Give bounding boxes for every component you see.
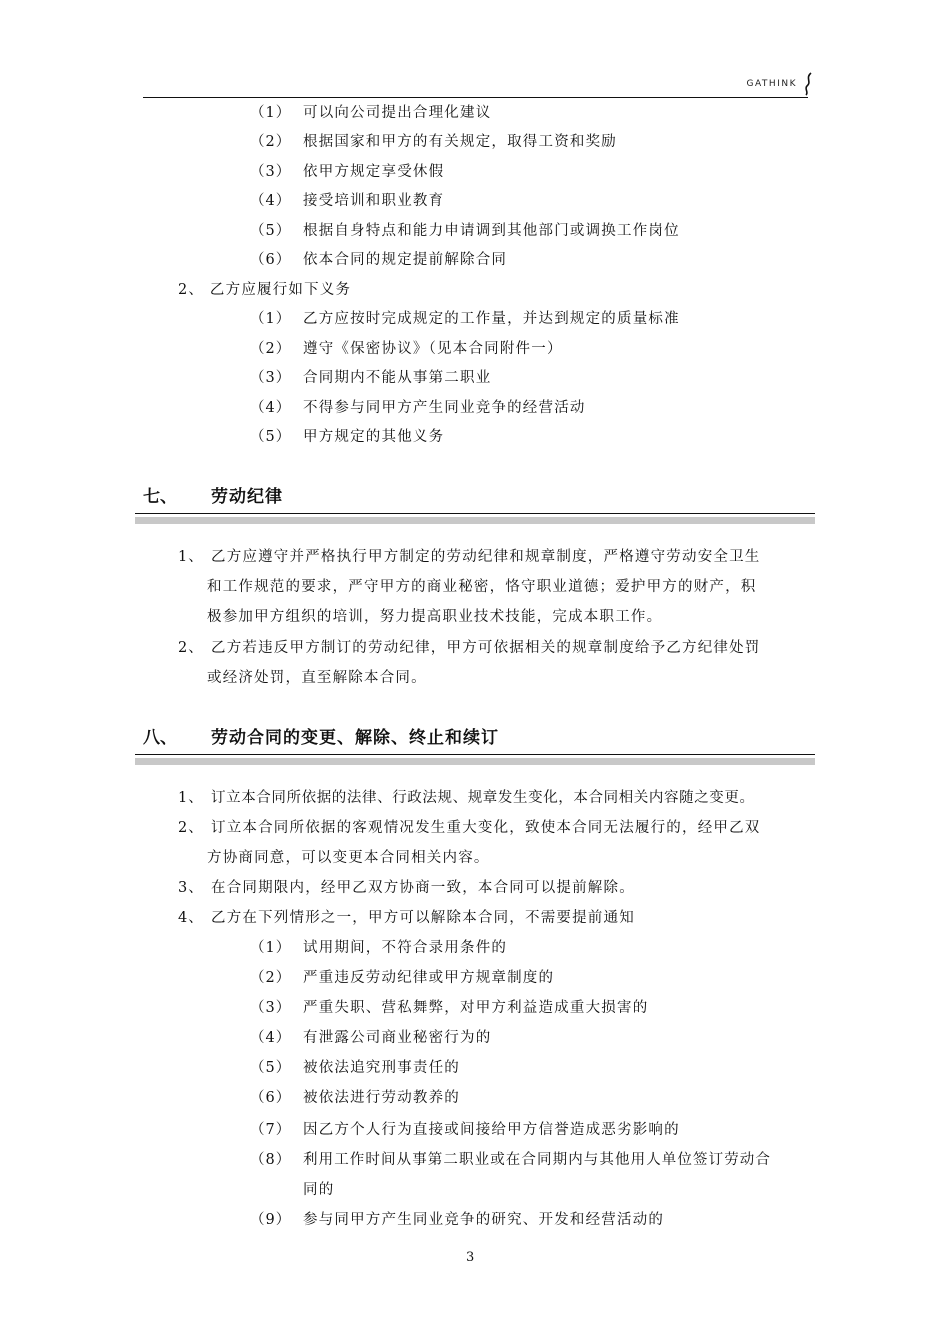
termination-item-num: （3） xyxy=(250,1000,292,1016)
termination-item-num: （8） xyxy=(250,1152,292,1168)
termination-item-num: （7） xyxy=(250,1122,292,1138)
clause-number: 1、 xyxy=(178,790,204,806)
rights-item-num: （1） xyxy=(250,105,292,121)
clause-line: 乙方若违反甲方制订的劳动纪律，甲方可依据相关的规章制度给予乙方纪律处罚 xyxy=(211,640,761,656)
clause-number: 1、 xyxy=(178,549,204,565)
rights-item-num: （3） xyxy=(250,164,292,180)
clause-line: 乙方应遵守并严格执行甲方制定的劳动纪律和规章制度，严格遵守劳动安全卫生 xyxy=(211,549,761,565)
rights-item-text: 依甲方规定享受休假 xyxy=(303,164,445,180)
section-8-rule xyxy=(135,754,815,755)
termination-item-text: 同的 xyxy=(303,1182,335,1198)
rights-item-text: 依本合同的规定提前解除合同 xyxy=(303,252,508,268)
duties-item-num: （5） xyxy=(250,429,292,445)
clause-line: 极参加甲方组织的培训，努力提高职业技术技能，完成本职工作。 xyxy=(207,609,663,625)
section-7-shade-bar xyxy=(135,517,815,524)
rights-item-text: 根据自身特点和能力申请调到其他部门或调换工作岗位 xyxy=(303,223,680,239)
duties-item-num: （1） xyxy=(250,311,292,327)
rights-item-text: 可以向公司提出合理化建议 xyxy=(303,105,492,121)
termination-item-num: （4） xyxy=(250,1030,292,1046)
section-8-number: 八、 xyxy=(143,728,177,748)
duties-item-text: 合同期内不能从事第二职业 xyxy=(303,370,492,386)
clause-number: 2、 xyxy=(178,640,204,656)
rights-item-num: （6） xyxy=(250,252,292,268)
termination-item-num: （2） xyxy=(250,970,292,986)
section-8-shade-bar xyxy=(135,758,815,765)
page-number: 3 xyxy=(466,1250,475,1265)
termination-item-text: 试用期间，不符合录用条件的 xyxy=(303,940,508,956)
termination-item-num: （1） xyxy=(250,940,292,956)
clause-number: 4、 xyxy=(178,910,204,926)
clause-line: 和工作规范的要求，严守甲方的商业秘密，恪守职业道德；爱护甲方的财产，积 xyxy=(207,579,757,595)
duties-item-num: （2） xyxy=(250,341,292,357)
section-7-rule xyxy=(135,513,815,514)
clause-line: 在合同期限内，经甲乙双方协商一致，本合同可以提前解除。 xyxy=(211,880,635,896)
s-swoosh-logo-icon xyxy=(803,72,813,96)
termination-item-text: 被依法进行劳动教养的 xyxy=(303,1090,460,1106)
header-logo xyxy=(733,72,813,96)
clause-number: 2、 xyxy=(178,820,204,836)
rights-item-num: （5） xyxy=(250,223,292,239)
termination-item-num: （6） xyxy=(250,1090,292,1106)
clause-number: 3、 xyxy=(178,880,204,896)
clause-line: 或经济处罚，直至解除本合同。 xyxy=(207,670,427,686)
duties-item-num: （4） xyxy=(250,400,292,416)
clause-line: 订立本合同所依据的法律、行政法规、规章发生变化，本合同相关内容随之变更。 xyxy=(211,790,755,806)
duties-item-text: 遵守《保密协议》（见本合同附件一） xyxy=(303,341,563,357)
termination-item-text: 被依法追究刑事责任的 xyxy=(303,1060,460,1076)
brand-name: GATHINK xyxy=(746,79,797,89)
section-7-title: 劳动纪律 xyxy=(211,487,283,507)
rights-item-text: 根据国家和甲方的有关规定，取得工资和奖励 xyxy=(303,134,617,150)
section-7-number: 七、 xyxy=(143,487,177,507)
termination-item-text: 有泄露公司商业秘密行为的 xyxy=(303,1030,492,1046)
duties-item-num: （3） xyxy=(250,370,292,386)
termination-item-num: （9） xyxy=(250,1212,292,1228)
clause-line: 乙方在下列情形之一，甲方可以解除本合同，不需要提前通知 xyxy=(211,910,635,926)
duties-item-text: 甲方规定的其他义务 xyxy=(303,429,445,445)
rights-item-num: （4） xyxy=(250,193,292,209)
section-8-title: 劳动合同的变更、解除、终止和续订 xyxy=(211,728,499,748)
rights-item-num: （2） xyxy=(250,134,292,150)
duties-heading: 2、 乙方应履行如下义务 xyxy=(178,282,352,298)
duties-item-text: 不得参与同甲方产生同业竞争的经营活动 xyxy=(303,400,586,416)
clause-line: 订立本合同所依据的客观情况发生重大变化，致使本合同无法履行的，经甲乙双 xyxy=(211,820,761,836)
termination-item-text: 利用工作时间从事第二职业或在合同期内与其他用人单位签订劳动合 xyxy=(303,1152,771,1168)
termination-item-num: （5） xyxy=(250,1060,292,1076)
duties-item-text: 乙方应按时完成规定的工作量，并达到规定的质量标准 xyxy=(303,311,680,327)
termination-item-text: 严重失职、营私舞弊，对甲方利益造成重大损害的 xyxy=(303,1000,649,1016)
termination-item-text: 严重违反劳动纪律或甲方规章制度的 xyxy=(303,970,555,986)
termination-item-text: 因乙方个人行为直接或间接给甲方信誉造成恶劣影响的 xyxy=(303,1122,680,1138)
termination-item-text: 参与同甲方产生同业竞争的研究、开发和经营活动的 xyxy=(303,1212,665,1228)
clause-line: 方协商同意，可以变更本合同相关内容。 xyxy=(207,850,490,866)
header-rule xyxy=(143,97,808,98)
rights-item-text: 接受培训和职业教育 xyxy=(303,193,445,209)
